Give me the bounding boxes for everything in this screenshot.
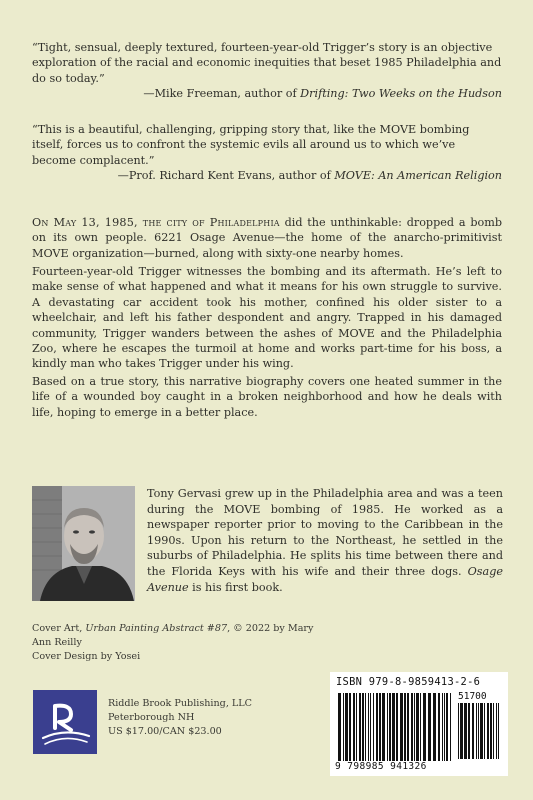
barcode-bar (370, 693, 371, 761)
barcode-bar (407, 693, 409, 761)
barcode-bar (450, 693, 451, 761)
barcode-bar (460, 703, 463, 759)
publisher-logo (33, 690, 97, 754)
ean-barcode-bars (338, 693, 452, 761)
barcode-bar (484, 703, 485, 759)
barcode-bar (396, 693, 398, 761)
barcode-bar (379, 693, 381, 761)
barcode-bar (464, 703, 467, 759)
description-lead: On May 13, 1985, the city of Philadelphia (32, 216, 280, 229)
barcode-bar (411, 693, 413, 761)
description-paragraph-1: On May 13, 1985, the city of Philadelphia did the unthinkable: dropped a bomb on its own people. 6221 Osage Avenue—the home of the anarcho-primitivist MOVE organization—burned, along with sixty-one nearby homes. (32, 216, 502, 260)
barcode-bar (382, 693, 385, 761)
isbn-text: ISBN 979-8-9859413-2-6 (336, 676, 481, 688)
review-blurb-1 (32, 40, 502, 102)
barcode-bar (442, 693, 443, 761)
barcode-bar (349, 693, 351, 761)
barcode-bar (356, 693, 357, 761)
ean-number: 9 798985 941326 (335, 761, 427, 772)
barcode-bar (472, 703, 474, 759)
barcode-bar (423, 693, 426, 761)
barcode-bar (414, 693, 415, 761)
review-attribution: —Prof. Richard Kent Evans, author of MOVE: An American Religion (117, 169, 502, 183)
barcode-bar (359, 693, 361, 761)
barcode-bar (493, 703, 494, 759)
barcode-bar (353, 693, 355, 761)
barcode-bar (428, 693, 431, 761)
barcode-bar (373, 693, 374, 761)
cover-credits (32, 622, 332, 664)
barcode-bar (487, 703, 489, 759)
barcode-bar (496, 703, 497, 759)
cover-art-credit: Cover Art, Urban Painting Abstract #87, © 2022 by Mary Ann Reilly (32, 623, 314, 648)
barcode-bar (476, 703, 477, 759)
publisher-name: Riddle Brook Publishing, LLC (108, 698, 253, 709)
isbn-barcode (330, 672, 508, 776)
review-quote: “This is a beautiful, challenging, gripping story that, like the MOVE bombing itself, forces us to confront the systemic evils all around us to which we’ve become complacent.” (32, 123, 470, 167)
review-quote: “Tight, sensual, deeply textured, fourteen-year-old Trigger’s story is an objective exploration of the racial and economic inequities that beset 1985 Philadelphia and do so today.” (32, 41, 502, 85)
barcode-addon-number: 51700 (458, 691, 487, 702)
barcode-bar (404, 693, 406, 761)
barcode-bar (392, 693, 395, 761)
barcode-bar (365, 693, 366, 761)
barcode-bar (362, 693, 364, 761)
author-bio: Tony Gervasi grew up in the Philadelphia area and was a teen during the MOVE bombing of 1985. He worked as a newspaper reporter prior to moving to the Caribbean in the 1990s. Upon his return to the Northeast, he settled in the suburbs of Philadelphia. He splits his time between there and the Florida Keys with his wife and their three dogs. Osage Avenue is his first book. (147, 487, 503, 594)
barcode-bar (468, 703, 470, 759)
description-paragraph-2: Fourteen-year-old Trigger witnesses the bombing and its aftermath. He’s left to make sense of what happened and what it means for his own struggle to survive. A devastating car accident took his mother, confined his older sister to a wheelchair, and left his father despondent and angry. Trapped in his damaged community, Trigger wanders between the ashes of MOVE and the Philadelphia Zoo, where he escapes the turmoil at home and works part-time for his boss, a kindly man who takes Trigger under his wing. (32, 265, 502, 371)
barcode-bar (478, 703, 479, 759)
barcode-bar (376, 693, 378, 761)
author-book-title: Osage Avenue (147, 564, 503, 594)
barcode-bar (368, 693, 369, 761)
barcode-bar (438, 693, 440, 761)
barcode-bar (343, 693, 344, 761)
barcode-bar (338, 693, 341, 761)
description-paragraph-3: Based on a true story, this narrative biography covers one heated summer in the life of a wounded boy caught in a broken neighborhood and how he deals with life, hoping to emerge in a better place. (32, 375, 502, 419)
barcode-bar (433, 693, 436, 761)
barcode-bar (387, 693, 388, 761)
barcode-bar (400, 693, 403, 761)
barcode-bar (389, 693, 391, 761)
review-attribution: —Mike Freeman, author of Drifting: Two Weeks on the Hudson (143, 87, 502, 101)
publisher-info (108, 697, 252, 739)
barcode-bar (490, 703, 492, 759)
barcode-bar (444, 693, 445, 761)
barcode-bar (420, 693, 421, 761)
author-photo (32, 486, 135, 601)
barcode-bar (416, 693, 419, 761)
barcode-bar (345, 693, 348, 761)
barcode-bar (446, 693, 448, 761)
publisher-location: Peterborough NH (108, 712, 195, 723)
cover-design-credit: Cover Design by Yosei (32, 651, 141, 662)
barcode-bar (498, 703, 499, 759)
barcode-bar (458, 703, 459, 759)
addon-barcode-bars (458, 703, 502, 759)
riddle-brook-logo-icon (33, 690, 97, 754)
barcode-bar (480, 703, 483, 759)
review-blurb-2 (32, 122, 502, 184)
book-price: US $17.00/CAN $23.00 (108, 726, 222, 737)
